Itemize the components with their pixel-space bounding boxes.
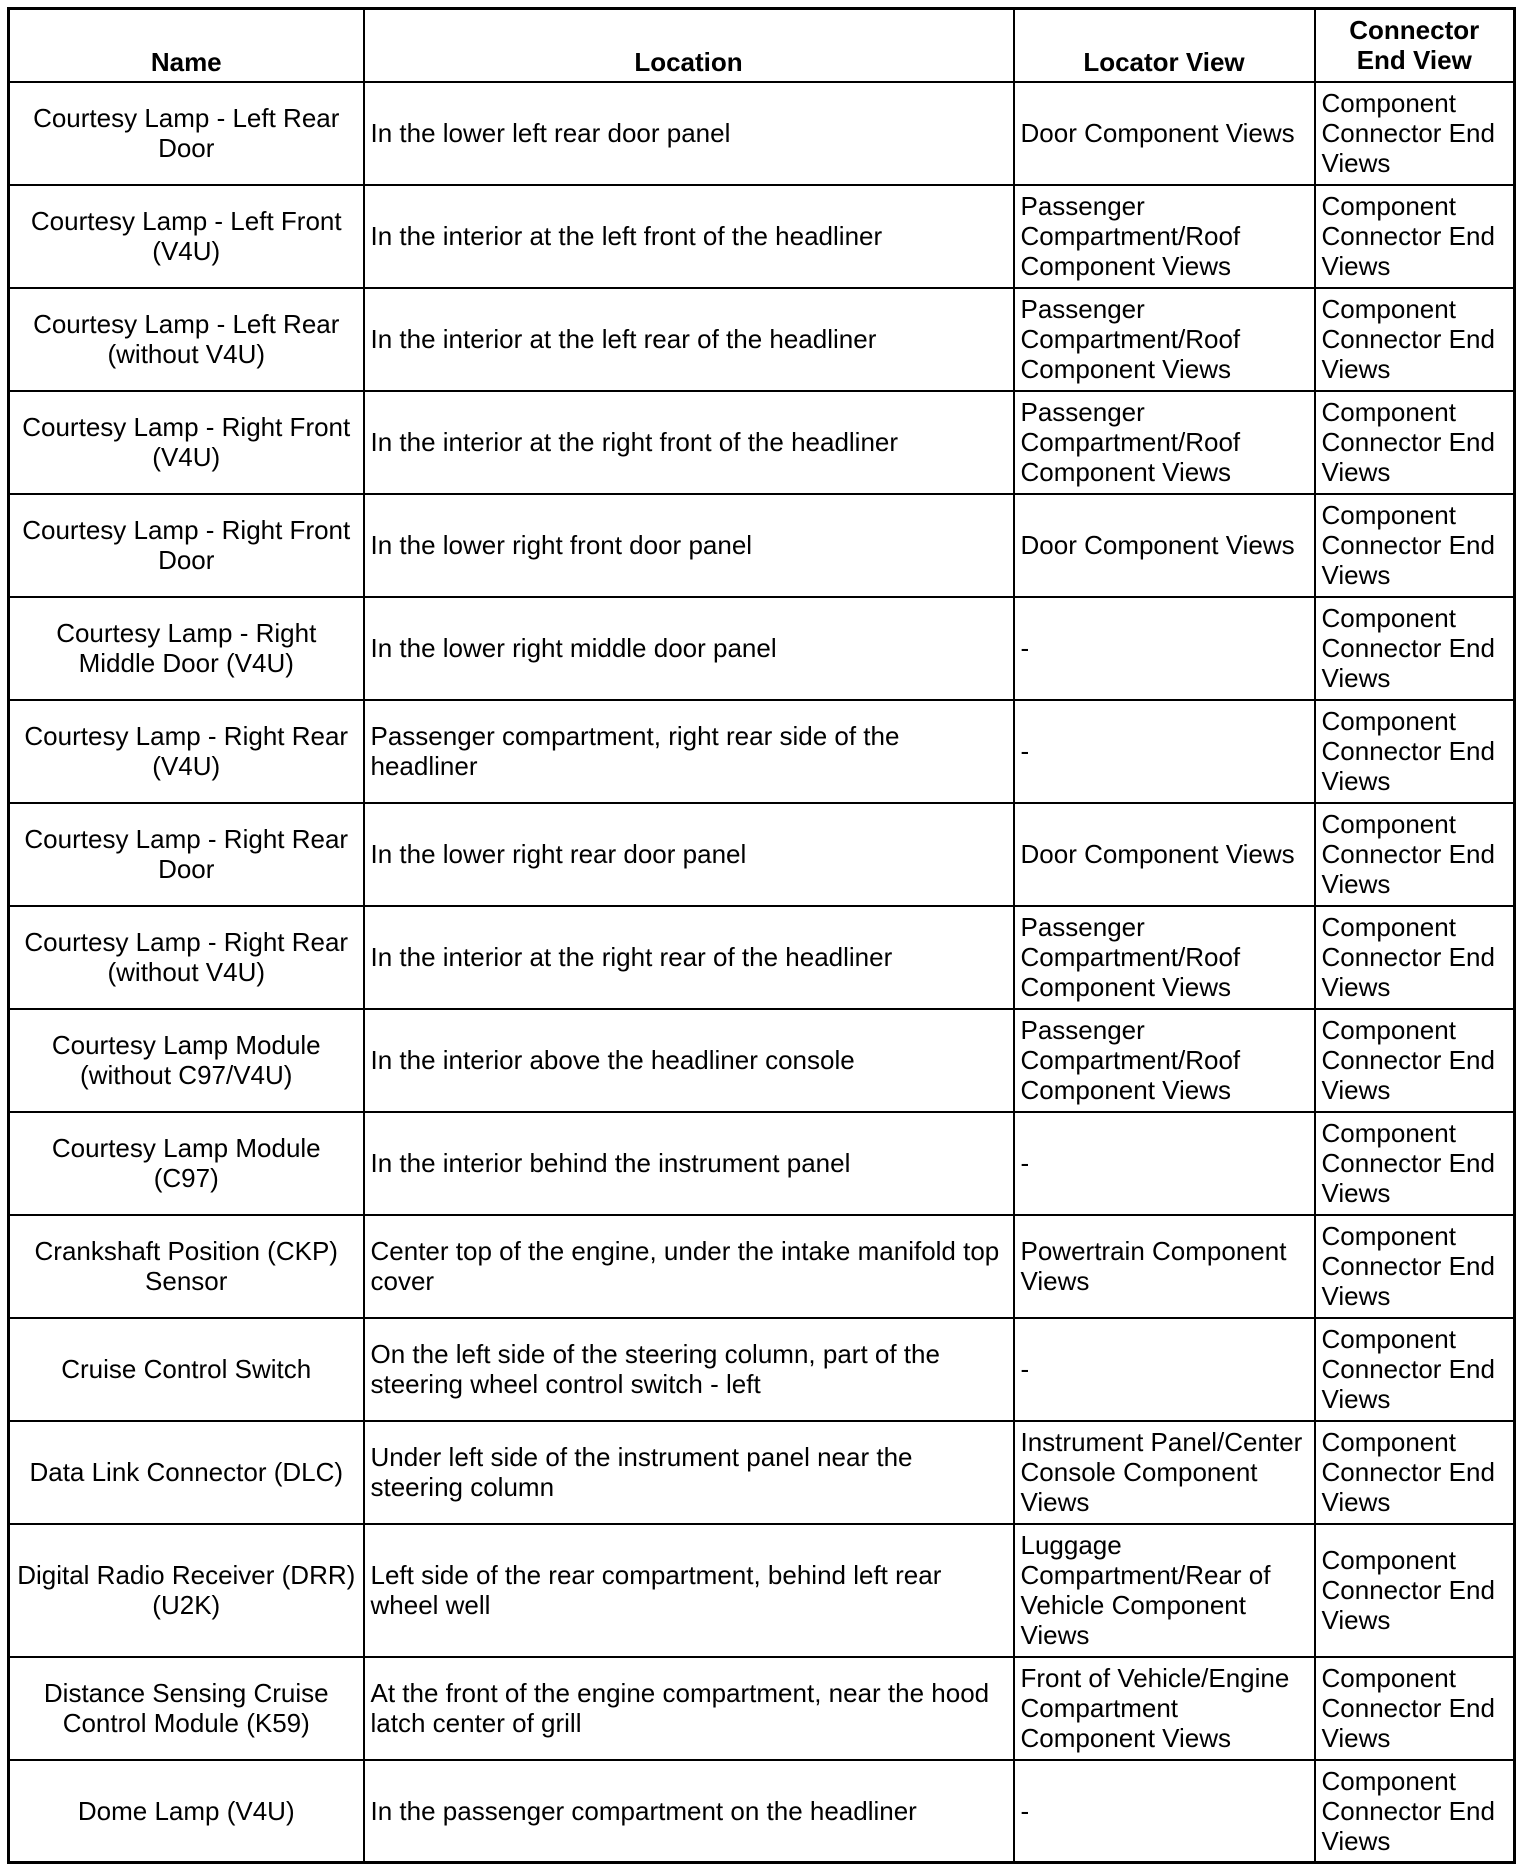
- cell-locator-view: Door Component Views: [1014, 494, 1315, 597]
- cell-name: Courtesy Lamp - Left Rear (without V4U): [9, 288, 364, 391]
- cell-locator-view: -: [1014, 1112, 1315, 1215]
- table-row: [9, 82, 1515, 185]
- cell-name: Data Link Connector (DLC): [9, 1421, 364, 1524]
- table-row: [9, 1009, 1515, 1112]
- cell-location: In the lower right middle door panel: [364, 597, 1014, 700]
- cell-connector-end-view: Component Connector End Views: [1315, 1215, 1515, 1318]
- table-row: [9, 1318, 1515, 1421]
- cell-location: Left side of the rear compartment, behind left rear wheel well: [364, 1524, 1014, 1657]
- cell-locator-view: Passenger Compartment/Roof Component Views: [1014, 391, 1315, 494]
- table-row: [9, 391, 1515, 494]
- table-row: [9, 185, 1515, 288]
- cell-location: In the passenger compartment on the headliner: [364, 1760, 1014, 1863]
- cell-location: In the lower right rear door panel: [364, 803, 1014, 906]
- cell-location: In the lower left rear door panel: [364, 82, 1014, 185]
- cell-location: In the interior at the left front of the headliner: [364, 185, 1014, 288]
- table-row: [9, 1760, 1515, 1863]
- cell-connector-end-view: Component Connector End Views: [1315, 597, 1515, 700]
- cell-location: In the interior at the right front of the headliner: [364, 391, 1014, 494]
- table-row: [9, 906, 1515, 1009]
- cell-connector-end-view: Component Connector End Views: [1315, 185, 1515, 288]
- cell-name: Courtesy Lamp - Right Front (V4U): [9, 391, 364, 494]
- cell-connector-end-view: Component Connector End Views: [1315, 1524, 1515, 1657]
- cell-name: Courtesy Lamp Module (without C97/V4U): [9, 1009, 364, 1112]
- table-row: [9, 1421, 1515, 1524]
- component-locator-table: [7, 7, 1516, 1864]
- table-row: [9, 1657, 1515, 1760]
- cell-name: Cruise Control Switch: [9, 1318, 364, 1421]
- cell-name: Courtesy Lamp - Right Front Door: [9, 494, 364, 597]
- cell-connector-end-view: Component Connector End Views: [1315, 1760, 1515, 1863]
- header-connector-end-view: Connector End View: [1315, 9, 1515, 82]
- table-body: [9, 82, 1515, 1863]
- cell-locator-view: Instrument Panel/Center Console Component Views: [1014, 1421, 1315, 1524]
- cell-connector-end-view: Component Connector End Views: [1315, 391, 1515, 494]
- cell-connector-end-view: Component Connector End Views: [1315, 700, 1515, 803]
- cell-locator-view: Passenger Compartment/Roof Component Views: [1014, 1009, 1315, 1112]
- header-location: Location: [364, 9, 1014, 82]
- cell-location: In the interior at the left rear of the headliner: [364, 288, 1014, 391]
- cell-connector-end-view: Component Connector End Views: [1315, 1318, 1515, 1421]
- cell-connector-end-view: Component Connector End Views: [1315, 494, 1515, 597]
- cell-locator-view: Powertrain Component Views: [1014, 1215, 1315, 1318]
- table-row: [9, 700, 1515, 803]
- cell-name: Courtesy Lamp - Right Middle Door (V4U): [9, 597, 364, 700]
- cell-connector-end-view: Component Connector End Views: [1315, 1009, 1515, 1112]
- table-row: [9, 288, 1515, 391]
- cell-name: Distance Sensing Cruise Control Module (K59): [9, 1657, 364, 1760]
- cell-locator-view: Door Component Views: [1014, 803, 1315, 906]
- cell-location: In the interior behind the instrument panel: [364, 1112, 1014, 1215]
- table-row: [9, 1215, 1515, 1318]
- cell-location: Passenger compartment, right rear side of the headliner: [364, 700, 1014, 803]
- header-name: Name: [9, 9, 364, 82]
- cell-connector-end-view: Component Connector End Views: [1315, 288, 1515, 391]
- cell-name: Digital Radio Receiver (DRR) (U2K): [9, 1524, 364, 1657]
- cell-connector-end-view: Component Connector End Views: [1315, 1112, 1515, 1215]
- cell-locator-view: -: [1014, 1760, 1315, 1863]
- cell-locator-view: -: [1014, 597, 1315, 700]
- cell-name: Courtesy Lamp - Left Front (V4U): [9, 185, 364, 288]
- cell-connector-end-view: Component Connector End Views: [1315, 803, 1515, 906]
- cell-location: At the front of the engine compartment, near the hood latch center of grill: [364, 1657, 1014, 1760]
- cell-location: In the interior at the right rear of the headliner: [364, 906, 1014, 1009]
- cell-name: Courtesy Lamp - Right Rear (V4U): [9, 700, 364, 803]
- table-row: [9, 1524, 1515, 1657]
- cell-name: Dome Lamp (V4U): [9, 1760, 364, 1863]
- cell-name: Crankshaft Position (CKP) Sensor: [9, 1215, 364, 1318]
- table-row: [9, 597, 1515, 700]
- cell-location: In the lower right front door panel: [364, 494, 1014, 597]
- cell-locator-view: -: [1014, 700, 1315, 803]
- cell-connector-end-view: Component Connector End Views: [1315, 1657, 1515, 1760]
- cell-locator-view: Passenger Compartment/Roof Component Views: [1014, 288, 1315, 391]
- cell-connector-end-view: Component Connector End Views: [1315, 906, 1515, 1009]
- cell-locator-view: Passenger Compartment/Roof Component Views: [1014, 906, 1315, 1009]
- cell-connector-end-view: Component Connector End Views: [1315, 82, 1515, 185]
- cell-name: Courtesy Lamp - Left Rear Door: [9, 82, 364, 185]
- table-header: [9, 9, 1515, 82]
- cell-locator-view: Luggage Compartment/Rear of Vehicle Component Views: [1014, 1524, 1315, 1657]
- cell-connector-end-view: Component Connector End Views: [1315, 1421, 1515, 1524]
- header-locator-view: Locator View: [1014, 9, 1315, 82]
- cell-location: Under left side of the instrument panel near the steering column: [364, 1421, 1014, 1524]
- cell-locator-view: Passenger Compartment/Roof Component Views: [1014, 185, 1315, 288]
- header-row: [9, 9, 1515, 82]
- cell-locator-view: -: [1014, 1318, 1315, 1421]
- cell-location: On the left side of the steering column, part of the steering wheel control switch - left: [364, 1318, 1014, 1421]
- cell-locator-view: Front of Vehicle/Engine Compartment Component Views: [1014, 1657, 1315, 1760]
- table-row: [9, 494, 1515, 597]
- cell-locator-view: Door Component Views: [1014, 82, 1315, 185]
- cell-location: In the interior above the headliner console: [364, 1009, 1014, 1112]
- cell-location: Center top of the engine, under the intake manifold top cover: [364, 1215, 1014, 1318]
- table-row: [9, 1112, 1515, 1215]
- cell-name: Courtesy Lamp Module (C97): [9, 1112, 364, 1215]
- cell-name: Courtesy Lamp - Right Rear (without V4U): [9, 906, 364, 1009]
- table-row: [9, 803, 1515, 906]
- cell-name: Courtesy Lamp - Right Rear Door: [9, 803, 364, 906]
